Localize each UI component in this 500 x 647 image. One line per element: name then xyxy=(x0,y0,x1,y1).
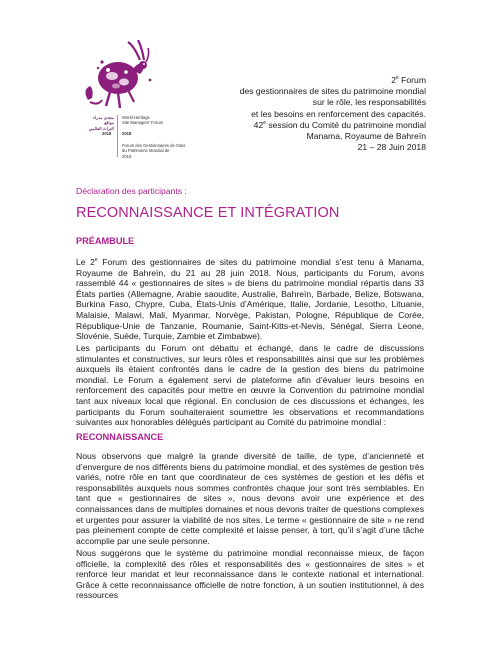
forum-subtitle-line: des gestionnaires de sites du patrimoine mondial xyxy=(239,86,426,97)
document-title: RECONNAISSANCE ET INTÉGRATION xyxy=(76,205,340,221)
logo-year-right: 2018 xyxy=(122,131,132,136)
location-line: Manama, Royaume de Bahreïn xyxy=(306,131,426,142)
preambule-heading: PRÉAMBULE xyxy=(76,236,135,246)
preambule-paragraph-1: Le 2e Forum des gestionnaires de sites du patrimoine mondial s’est tenu à Manama, Royaume de Bahreïn, du 21 au 28 juin 2018. Nous, participants du Forum, avons rassemblé 44 « gestionnaires de sites » de biens du patrimoine mondial répartis dans 33 États parties (Allemagne, Arabie saoudite, Australie, Bahreïn, Barbade, Belize, Botswana, Burkina Faso, Chypre, Cuba, États-Unis d’Amérique, Italie, Jordanie, Lesotho, Lituanie, Malaisie, Malawi, Mali, Myanmar, Norvège, Pakistan, Pologne, République de Corée, République-Unie de Tanzanie, Roumanie, Saint-Kitts-et-Nevis, Sénégal, Sierra Leone, Slovénie, Suède, Turquie, Zambie et Zimbabwe). xyxy=(76,257,424,342)
reconnaissance-paragraph-2: Nous suggérons que le système du patrimoine mondial reconnaisse mieux, de façon officielle, la complexité des rôles et responsabilités des « gestionnaires de sites » et renforce leur mandat et leur reconnaissance dans le contexte national et international. Grâce à cette reconnaissance officielle de notre fonction, à un soutien institutionnel, à des ressources xyxy=(76,548,424,601)
logo-arabic-text: منتدى مدراء مواقع التراث العالمي xyxy=(88,115,114,131)
reconnaissance-heading: RECONNAISSANCE xyxy=(76,432,164,442)
logo-french-text: Forum des Gestionnaires de Sites du Patrimoine Mondial de 2018 xyxy=(122,143,186,159)
forum-subtitle-line: et les besoins en renforcement des capacités. xyxy=(251,108,426,119)
session-line: 42e session du Comité du patrimoine mondial xyxy=(253,119,426,130)
logo-english-text: World Heritage Site Managers' Forum xyxy=(122,115,164,126)
logo-divider xyxy=(117,115,118,157)
preambule-paragraph-2: Les participants du Forum ont débattu et échangé, dans le cadre de discussions stimulantes et constructives, sur leurs rôles et responsabilités ainsi que sur les problèmes auxquels ils étaient confrontés dans le cadre de la gestion des biens du patrimoine mondial. Le Forum a également servi de plateforme afin d’évaluer leurs besoins en renforcement des capacités pour mettre en œuvre la Convention du patrimoine mondial tant aux niveaux local que régional. En conclusion de ces discussions et échanges, les participants du Forum souhaiteraient soumettre les observations et recommandations suivantes aux honorables délégués participant au Comité du patrimoine mondial : xyxy=(76,343,424,428)
declaration-label: Déclaration des participants : xyxy=(76,186,187,196)
dates-line: 21 – 28 Juin 2018 xyxy=(357,142,426,153)
reconnaissance-paragraph-1: Nous observons que malgré la grande diversité de taille, de type, d’ancienneté et d’envergure de nos différents biens du patrimoine mondial, et des systèmes de gestion très variés, notre rôle en tant que coordinateur de ces systèmes de gestion et les défis et responsabilités auxquels nous sommes confrontés chaque jour sont très semblables. En tant que « gestionnaires de sites », nous devons avoir une expérience et des connaissances dans de multiples domaines et nous devons traiter de questions complexes et urgentes pour assurer la viabilité de nos sites. Le terme « gestionnaire de site » ne rend pas pleinement compte de cette complexité et laisse penser, à tort, qu’il s’agit d’une tâche accomplie par une seule personne. xyxy=(76,451,424,546)
forum-header xyxy=(166,75,426,153)
logo-year-left: 2018 xyxy=(102,131,112,136)
forum-title-line: 2e Forum xyxy=(391,75,426,85)
forum-subtitle-line: sur le rôle, les responsabilités xyxy=(312,97,426,108)
